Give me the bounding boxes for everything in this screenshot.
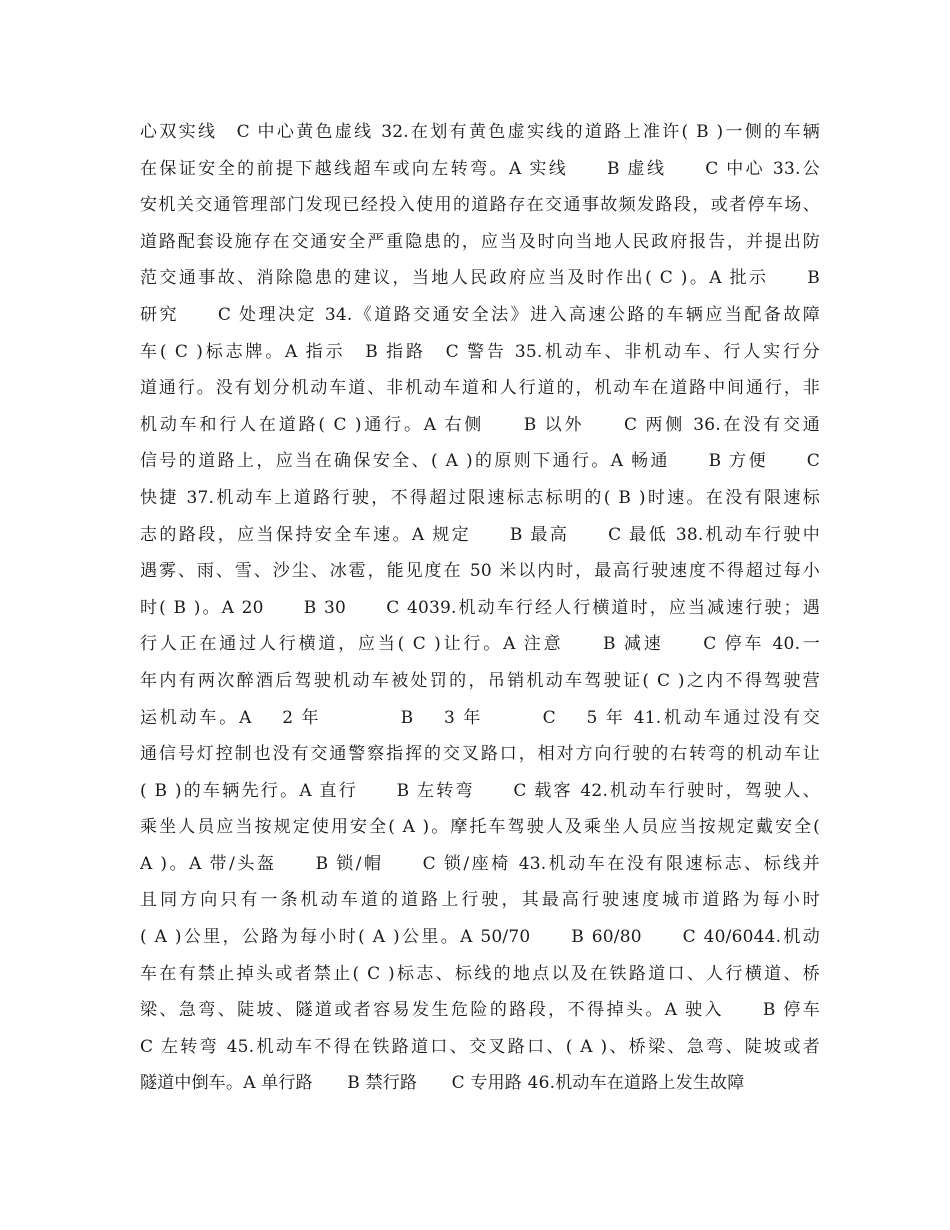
text-line: 且同方向只有一条机动车道的道路上行驶，其最高行驶速度城市道路为每小时	[140, 890, 820, 911]
text-line: 时( B )。A 20 B 30 C 4039.机动车行经人行横道时，应当减速行驶；遇	[140, 597, 820, 618]
text-line: 志的路段，应当保持安全车速。A 规定 B 最高 C 最低 38.机动车行驶中	[140, 524, 820, 545]
text-line: 道路配套设施存在交通安全严重隐患的，应当及时向当地人民政府报告，并提出防	[140, 231, 820, 252]
text-line: 行人正在通过人行横道，应当( C )让行。A 注意 B 减速 C 停车 40.一	[140, 634, 820, 655]
text-line: 在保证安全的前提下越线超车或向左转弯。A 实线 B 虚线 C 中心 33.公	[140, 158, 820, 179]
text-line: 遇雾、雨、雪、沙尘、冰雹，能见度在 50 米以内时，最高行驶速度不得超过每小	[140, 561, 820, 582]
text-line: 乘坐人员应当按规定使用安全( A )。摩托车驾驶人及乘坐人员应当按规定戴安全(	[140, 817, 820, 838]
text-line: 道通行。没有划分机动车道、非机动车道和人行道的，机动车在道路中间通行，非	[140, 378, 820, 399]
text-line: 快捷 37.机动车上道路行驶，不得超过限速标志标明的( B )时速。在没有限速标	[140, 487, 820, 508]
text-line: 年内有两次醉酒后驾驶机动车被处罚的，吊销机动车驾驶证( C )之内不得驾驶营	[140, 670, 820, 691]
text-line: 通信号灯控制也没有交通警察指挥的交叉路口，相对方向行驶的右转弯的机动车让	[140, 744, 820, 765]
text-line: 安机关交通管理部门发现已经投入使用的道路存在交通事故频发路段，或者停车场、	[140, 195, 820, 216]
text-line: 范交通事故、消除隐患的建议，当地人民政府应当及时作出( C )。A 批示 B	[140, 268, 820, 289]
text-line: A )。A 带/头盔 B 锁/帽 C 锁/座椅 43.机动车在没有限速标志、标线并	[140, 853, 820, 874]
text-line: 车( C )标志牌。A 指示 B 指路 C 警告 35.机动车、非机动车、行人实行分	[140, 341, 820, 362]
text-line: ( B )的车辆先行。A 直行 B 左转弯 C 载客 42.机动车行驶时，驾驶人、	[140, 780, 820, 801]
text-line: 运机动车。A 2 年 B 3 年 C 5 年 41.机动车通过没有交	[140, 707, 820, 728]
text-line: 机动车和行人在道路( C )通行。A 右侧 B 以外 C 两侧 36.在没有交通	[140, 414, 820, 435]
text-line: C 左转弯 45.机动车不得在铁路道口、交叉路口、( A )、桥梁、急弯、陡坡或者	[140, 1036, 820, 1057]
text-line: 梁、急弯、陡坡、隧道或者容易发生危险的路段，不得掉头。A 驶入 B 停车	[140, 1000, 820, 1021]
text-line: 心双实线 C 中心黄色虚线 32.在划有黄色虚实线的道路上准许( B )一侧的车辆	[140, 122, 820, 142]
text-line: 研究 C 处理决定 34.《道路交通安全法》进入高速公路的车辆应当配备故障	[140, 304, 820, 325]
text-line: 隧道中倒车。A 单行路 B 禁行路 C 专用路 46.机动车在道路上发生故障	[140, 1073, 745, 1094]
text-line: 信号的道路上，应当在确保安全、( A )的原则下通行。A 畅通 B 方便 C	[140, 451, 820, 472]
text-line: ( A )公里，公路为每小时( A )公里。A 50/70 B 60/80 C 40/6044.机动	[140, 927, 820, 948]
body-text	[140, 114, 820, 1102]
text-line: 车在有禁止掉头或者禁止( C )标志、标线的地点以及在铁路道口、人行横道、桥	[140, 963, 820, 984]
